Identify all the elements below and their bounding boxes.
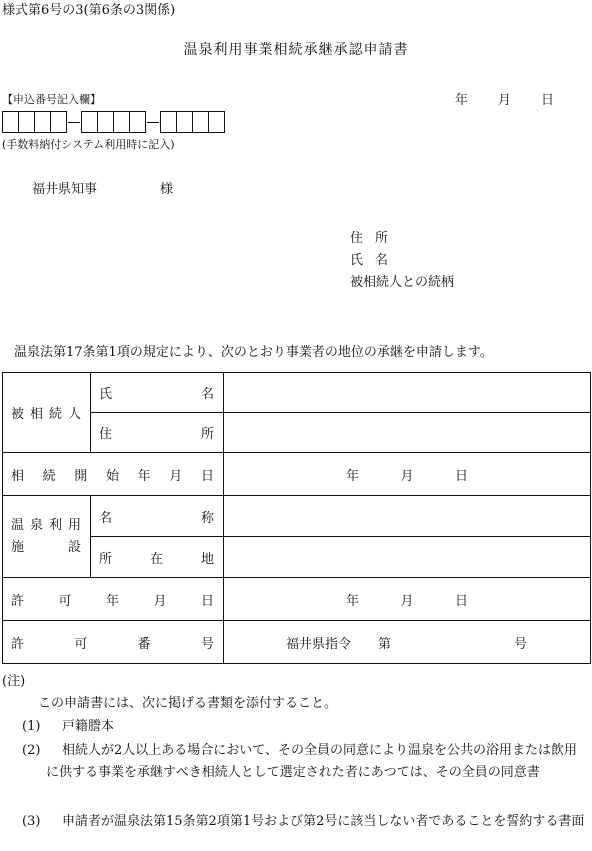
applicant-relation-label: 被相続人との続柄 — [350, 275, 455, 290]
month-label: 月 — [400, 593, 414, 609]
digit-box[interactable] — [209, 112, 224, 132]
submission-date[interactable] — [455, 94, 554, 107]
facility-location-label-cell: 所 在 地 — [91, 537, 224, 578]
fee-system-note: (手数料納付システム利用時に記入) — [2, 138, 175, 151]
note-number: (1) — [22, 719, 41, 734]
digit-box[interactable] — [98, 112, 114, 132]
note-number: (2) — [22, 743, 41, 758]
digit-box[interactable] — [3, 112, 19, 132]
permit-number-prefix: 福井県指令 — [286, 636, 352, 652]
digit-box[interactable] — [130, 112, 145, 132]
decedent-label-cell — [3, 373, 91, 453]
note-item-3 — [22, 811, 588, 833]
digit-box[interactable] — [193, 112, 209, 132]
digit-box[interactable] — [177, 112, 193, 132]
digit-box[interactable] — [51, 112, 66, 132]
applicant-name-label: 氏名 — [350, 253, 401, 268]
note-item-1 — [22, 716, 588, 738]
inheritance-start-date-label-cell: 相 続 開 始 年 月 日 — [3, 453, 224, 496]
permit-number-field[interactable] — [224, 621, 591, 664]
intro-statement: 温泉法第17条第1項の規定により、次のとおり事業者の地位の承継を申請します。 — [14, 345, 493, 360]
decedent-label — [3, 403, 90, 422]
note-number: (3) — [22, 814, 41, 829]
document-title: 温泉利用事業相続承継承認申請書 — [183, 42, 409, 58]
label-char: 住 — [99, 427, 113, 442]
decedent-name-field[interactable] — [224, 373, 591, 413]
decedent-label-char: 被 — [11, 407, 25, 422]
permit-number-dai: 第 — [378, 636, 392, 652]
decedent-label-char: 人 — [67, 407, 81, 422]
separator-dash — [147, 122, 159, 123]
facility-label-cell — [3, 496, 91, 578]
notes-intro: この申請書には、次に掲げる書類を添付すること。 — [38, 696, 338, 711]
application-number-group-3[interactable] — [160, 111, 225, 133]
notes-heading: (注) — [2, 674, 26, 689]
inheritance-start-date-field[interactable] — [224, 453, 591, 496]
application-table — [2, 372, 591, 664]
note-text: 相続人が2人以上ある場合において、その全員の同意により温泉を公共の浴用または飲用に供する事業を承継すべき相続人として選定された者にあつては、その全員の同意書 — [46, 743, 578, 780]
note-text: 戸籍謄本 — [62, 719, 115, 734]
facility-label: 温 泉 利 用 施 設 — [11, 517, 81, 555]
year-label: 年 — [346, 593, 360, 609]
facility-location-field[interactable] — [224, 537, 591, 578]
application-number-group-2[interactable] — [81, 111, 146, 133]
permit-date-label-cell: 許 可 年 月 日 — [3, 578, 224, 621]
facility-name-field[interactable] — [224, 496, 591, 537]
digit-box[interactable] — [114, 112, 130, 132]
note-item-2 — [22, 740, 588, 784]
application-number-label: 【申込番号記入欄】 — [2, 93, 101, 106]
decedent-address-field[interactable] — [224, 413, 591, 453]
permit-date-field[interactable] — [224, 578, 591, 621]
separator-dash — [68, 122, 80, 123]
addressee-name: 福井県知事 — [32, 182, 98, 197]
year-label: 年 — [346, 468, 360, 484]
month-label: 月 — [400, 468, 414, 484]
application-number-boxes — [2, 111, 225, 133]
form-number: 様式第6号の3(第6条の3関係) — [2, 3, 176, 18]
permit-number-label-cell: 許 可 番 号 — [3, 621, 224, 664]
facility-name-label-cell: 名 称 — [91, 496, 224, 537]
digit-box[interactable] — [19, 112, 35, 132]
digit-box[interactable] — [82, 112, 98, 132]
decedent-address-label-cell — [91, 413, 224, 453]
day-label: 日 — [454, 593, 468, 609]
application-number-group-1[interactable] — [2, 111, 67, 133]
permit-number-go: 号 — [514, 636, 528, 652]
decedent-label-char: 続 — [48, 407, 62, 422]
decedent-label-char: 相 — [29, 407, 43, 422]
note-text: 申請者が温泉法第15条第2項第1号および第2号に該当しない者であることを誓約する書面 — [62, 814, 585, 829]
label-char: 氏 — [99, 387, 113, 402]
date-month-label: 月 — [498, 93, 512, 108]
decedent-name-label-cell — [91, 373, 224, 413]
digit-box[interactable] — [161, 112, 177, 132]
digit-box[interactable] — [35, 112, 51, 132]
day-label: 日 — [454, 468, 468, 484]
applicant-address-label: 住所 — [350, 231, 401, 246]
date-day-label: 日 — [541, 93, 555, 108]
label-char: 所 — [200, 427, 214, 442]
addressee-honorific: 様 — [160, 182, 174, 197]
date-year-label: 年 — [455, 93, 469, 108]
label-char: 名 — [200, 387, 214, 402]
